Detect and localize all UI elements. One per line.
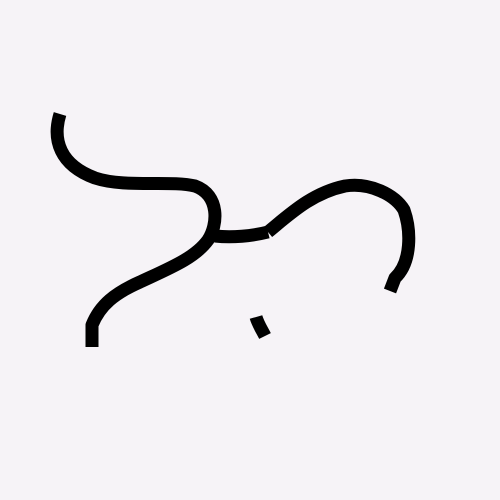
left-curve-stroke — [57, 114, 215, 347]
bridge-stroke — [215, 232, 268, 237]
right-curve-stroke — [268, 185, 409, 291]
dot-stroke — [256, 317, 265, 336]
